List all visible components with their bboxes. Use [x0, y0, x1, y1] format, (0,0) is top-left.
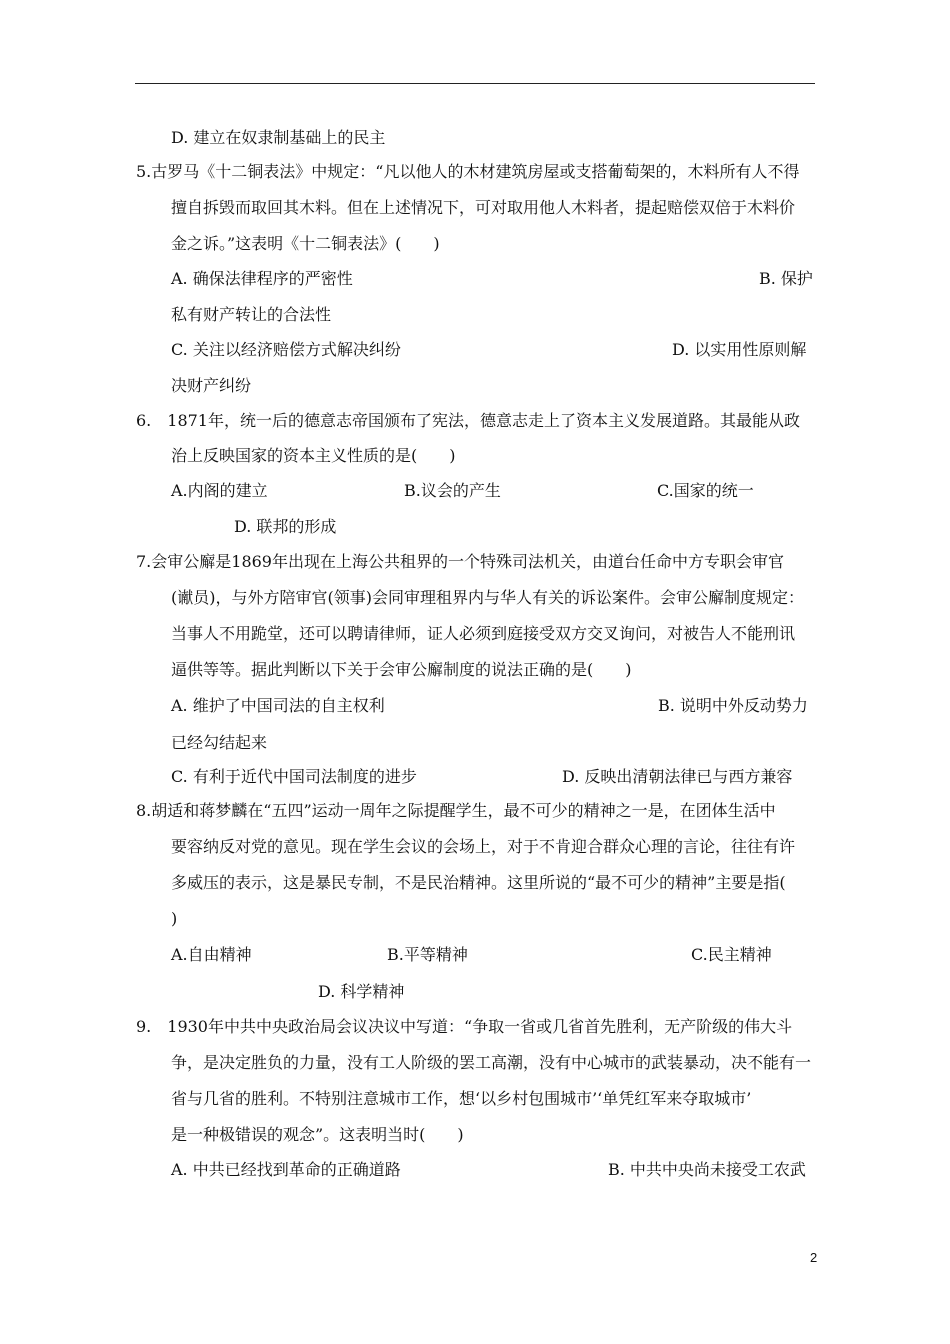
q6-option-d: D. 联邦的形成: [234, 517, 337, 536]
q8-stem-line-1: 8.胡适和蒋梦麟在“五四”运动一周年之际提醒学生，最不可少的精神之一是，在团体生活中: [136, 801, 776, 820]
q9-stem-line-2: 争，是决定胜负的力量，没有工人阶级的罢工高潮，没有中心城市的武装暴动，决不能有一: [171, 1053, 812, 1072]
q5-option-b: B. 保护: [759, 269, 813, 288]
q5-option-d-cont: 决财产纠纷: [171, 376, 252, 395]
q5-option-d: D. 以实用性原则解: [672, 340, 807, 359]
q7-stem-line-4: 逼供等等。据此判断以下关于会审公廨制度的说法正确的是( ): [171, 660, 632, 679]
page-number: 2: [810, 1250, 818, 1265]
q8-option-b: B.平等精神: [387, 945, 468, 964]
q7-option-a: A. 维护了中国司法的自主权利: [171, 696, 385, 715]
q8-option-d: D. 科学精神: [318, 982, 405, 1001]
q5-stem-line-2: 擅自拆毁而取回其木料。但在上述情况下，可对取用他人木料者，提起赔偿双倍于木料价: [171, 198, 796, 217]
q5-option-b-cont: 私有财产转让的合法性: [171, 305, 332, 324]
q6-option-a: A.内阁的建立: [171, 481, 268, 500]
q7-stem-line-1: 7.会审公廨是1869年出现在上海公共租界的一个特殊司法机关，由道台任命中方专职会审官: [136, 552, 784, 571]
q7-option-d: D. 反映出清朝法律已与西方兼容: [562, 767, 793, 786]
q9-option-b: B. 中共中央尚未接受工农武: [608, 1160, 806, 1179]
q9-stem-line-3: 省与几省的胜利。不特别注意城市工作，想‘以乡村包围城市’‘单凭红军来夺取城市’: [171, 1089, 752, 1108]
q9-stem-line-4: 是一种极错误的观念”。这表明当时( ): [171, 1125, 464, 1144]
q5-stem-line-3: 金之诉。”这表明《十二铜表法》( ): [171, 234, 440, 253]
q6-stem-line-1: 6. 1871年，统一后的德意志帝国颁布了宪法，德意志走上了资本主义发展道路。其最能从政: [136, 411, 800, 430]
q6-option-b: B.议会的产生: [404, 481, 501, 500]
q7-option-b-cont: 已经勾结起来: [171, 733, 268, 752]
q9-stem-line-1: 9. 1930年中共中央政治局会议决议中写道：“争取一省或几省首先胜利，无产阶级的伟大斗: [136, 1017, 793, 1036]
q8-option-c: C.民主精神: [691, 945, 772, 964]
q7-option-b: B. 说明中外反动势力: [658, 696, 808, 715]
q7-option-c: C. 有利于近代中国司法制度的进步: [171, 767, 417, 786]
q9-option-a: A. 中共已经找到革命的正确道路: [171, 1160, 401, 1179]
q8-stem-line-4: ): [171, 909, 178, 928]
q7-stem-line-2: (谳员)，与外方陪审官(领事)会同审理租界内与华人有关的诉讼案件。会审公廨制度规定：: [171, 588, 804, 607]
header-rule: [135, 83, 815, 84]
q4-option-d: D. 建立在奴隶制基础上的民主: [171, 128, 386, 147]
q5-option-a: A. 确保法律程序的严密性: [171, 269, 353, 288]
q5-option-c: C. 关注以经济赔偿方式解决纠纷: [171, 340, 401, 359]
q8-stem-line-3: 多威压的表示，这是暴民专制，不是民治精神。这里所说的“最不可少的精神”主要是指(: [171, 873, 786, 892]
q6-option-c: C.国家的统一: [657, 481, 754, 500]
q6-stem-line-2: 治上反映国家的资本主义性质的是( ): [171, 446, 456, 465]
q5-stem-line-1: 5.古罗马《十二铜表法》中规定：“凡以他人的木材建筑房屋或支搭葡萄架的，木料所有人不得: [136, 162, 800, 181]
q7-stem-line-3: 当事人不用跪堂，还可以聘请律师，证人必须到庭接受双方交叉询问，对被告人不能刑讯: [171, 624, 796, 643]
q8-stem-line-2: 要容纳反对党的意见。现在学生会议的会场上，对于不肯迎合群众心理的言论，往往有许: [171, 837, 796, 856]
q8-option-a: A.自由精神: [171, 945, 252, 964]
